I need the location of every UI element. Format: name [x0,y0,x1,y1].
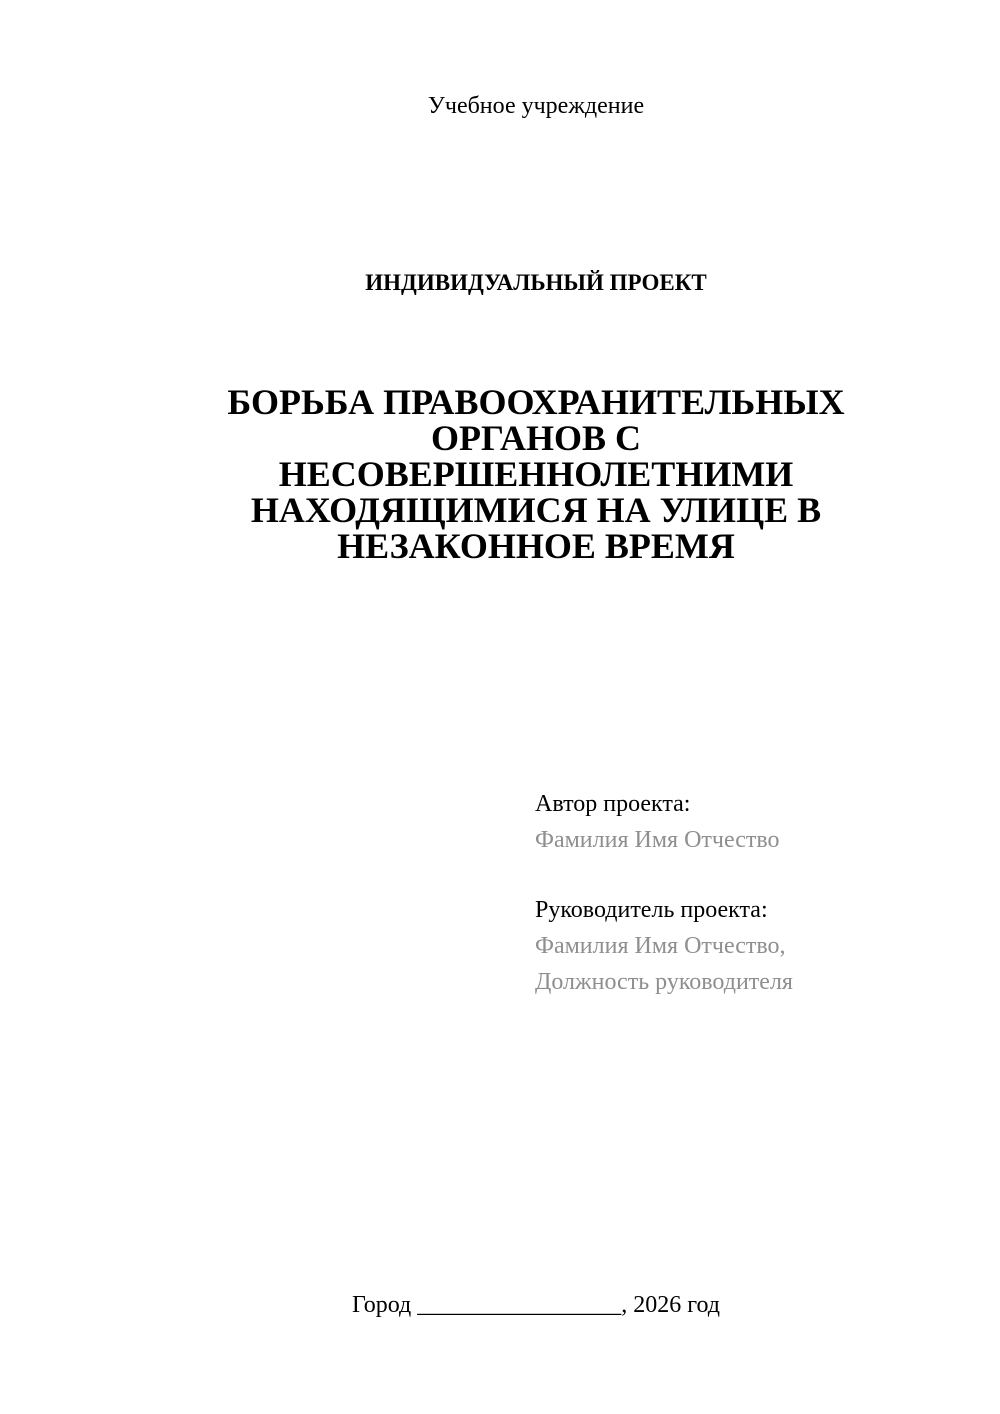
project-title-line: БОРЬБА ПРАВООХРАНИТЕЛЬНЫХ [227,382,845,422]
project-title-line: НЕЗАКОННОЕ ВРЕМЯ [337,526,735,566]
supervisor-name-placeholder: Фамилия Имя Отчество, [535,933,786,959]
author-block [535,786,975,858]
project-title-line: НАХОДЯЩИМИСЯ НА УЛИЦЕ В [250,490,822,530]
author-name-placeholder: Фамилия Имя Отчество [535,827,780,853]
supervisor-block [535,892,975,1000]
supervisor-position-placeholder: Должность руководителя [535,969,793,995]
city-year-line: Город _________________, 2026 год [351,1292,721,1318]
project-title [136,384,936,564]
supervisor-label: Руководитель проекта: [535,897,768,923]
project-type-heading: ИНДИВИДУАЛЬНЫЙ ПРОЕКТ [365,270,707,295]
institution-name: Учебное учреждение [427,93,645,119]
author-label: Автор проекта: [535,791,691,817]
project-title-line: ОРГАНОВ С [431,418,641,458]
project-title-line: НЕСОВЕРШЕННОЛЕТНИМИ [278,454,794,494]
